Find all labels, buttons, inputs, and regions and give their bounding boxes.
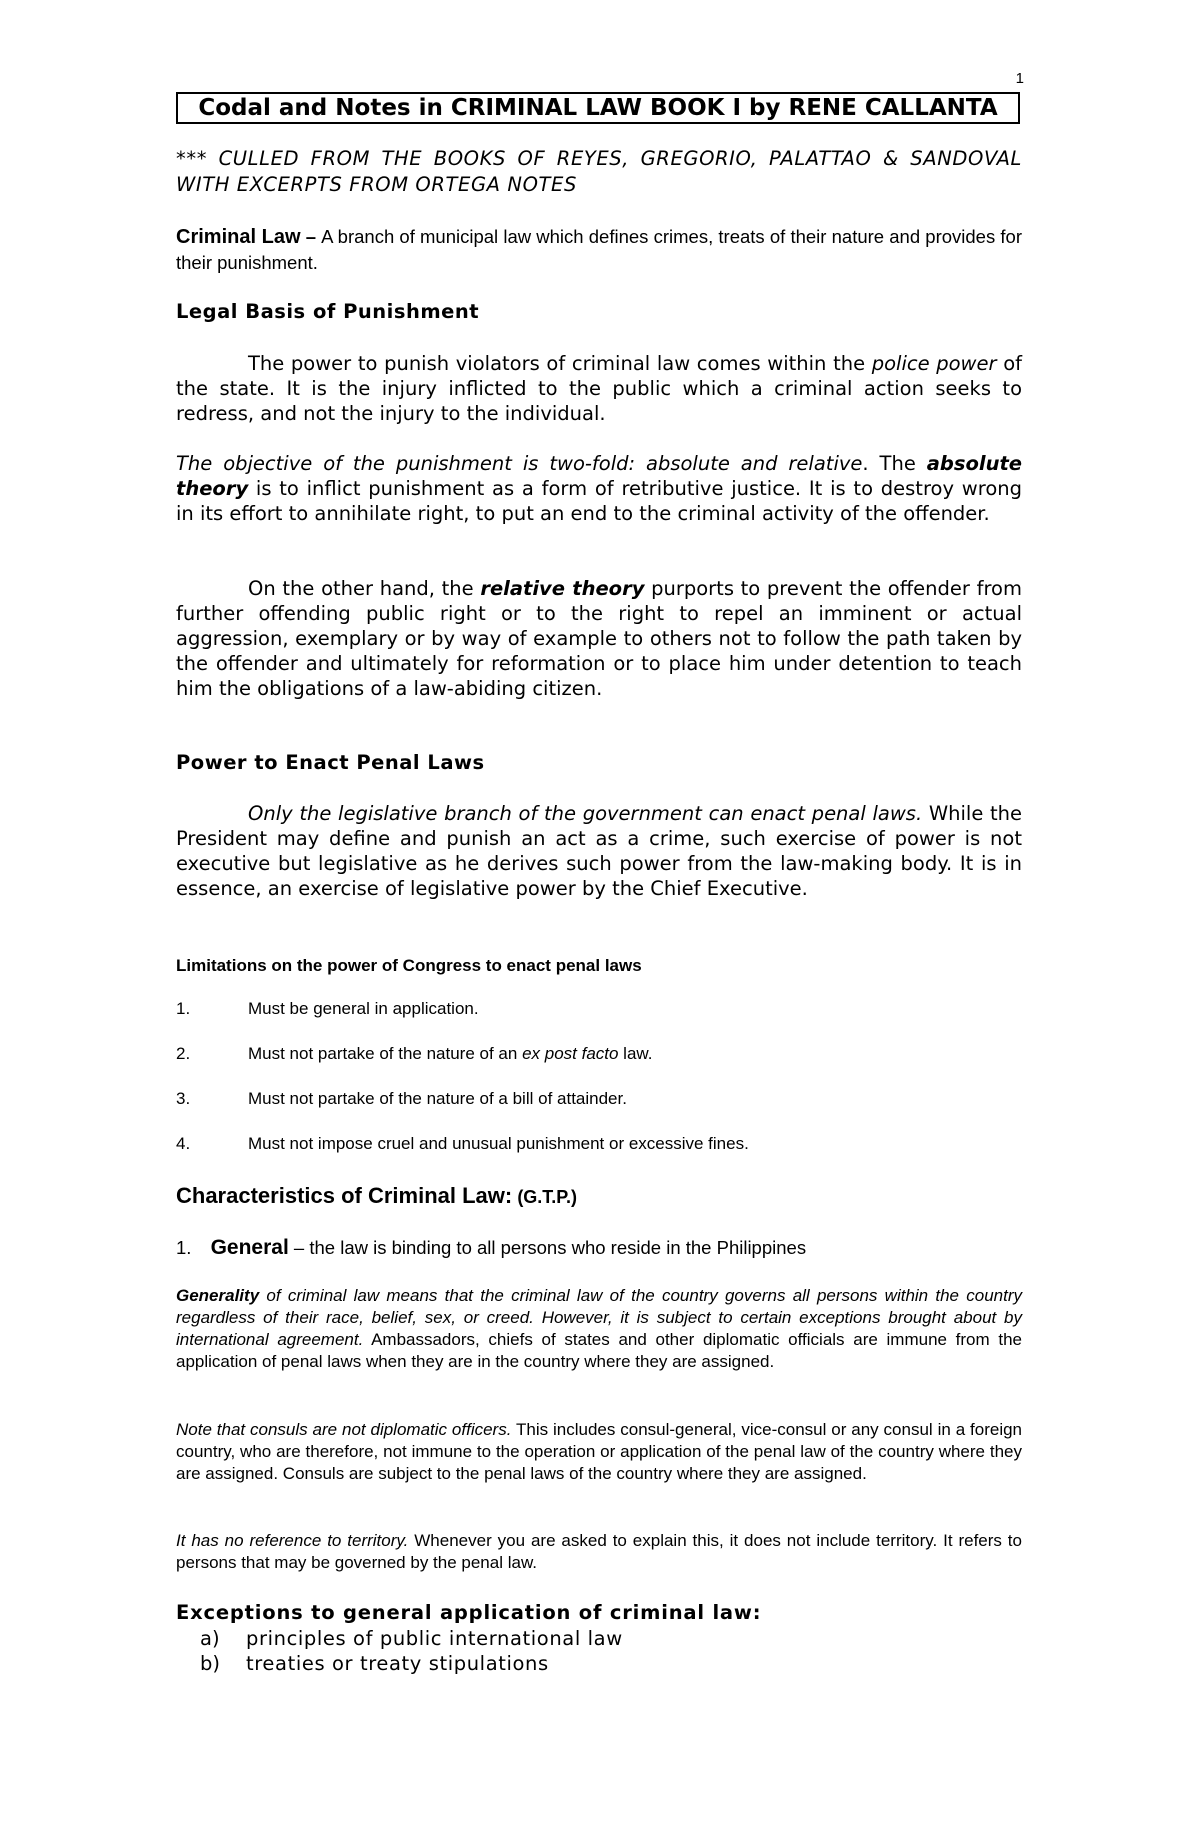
document-page [176, 0, 1024, 1835]
generality-term: Generality [176, 1286, 260, 1305]
characteristics-heading-text: Characteristics of Criminal Law: [176, 1183, 513, 1208]
culled-note: *** CULLED FROM THE BOOKS OF REYES, GREGORIO, PALATTAO & SANDOVAL WITH EXCERPTS FROM ORTEGA NOTES [176, 147, 1022, 196]
text-run: It has no reference to territory. [176, 1531, 409, 1550]
item-number: 2. [176, 1044, 191, 1063]
criminal-law-dash: – [300, 226, 322, 247]
text-run: On the other hand, the [248, 577, 481, 600]
item-text: Must not impose cruel and unusual punishment or excessive fines. [248, 1134, 749, 1153]
item-text: Must be general in application. [248, 999, 479, 1018]
text-run: Ambassadors, chiefs of states and other diplomatic officials are immune from the application of penal laws when they are in the country where they are assigned. [176, 1330, 1022, 1371]
characteristics-heading [176, 1183, 1022, 1209]
power-to-enact-paragraph [176, 801, 1022, 901]
item-label: b) [200, 1652, 220, 1675]
exception-item [176, 1651, 1022, 1676]
exception-item [176, 1626, 1022, 1651]
police-power-term: police power [871, 352, 997, 375]
document-title: Codal and Notes in CRIMINAL LAW BOOK I by RENE CALLANTA [176, 92, 1020, 124]
limitation-item [176, 1043, 1022, 1065]
item-text: – the law is binding to all persons who reside in the Philippines [288, 1237, 807, 1258]
text-run: purports to prevent the offender from further offending public right or to the right to repel an imminent or actual aggression, exemplary or by way of example to others not to follow the path taken by the offender and ultimately for reformation or to place him under detention to teach him the obligations of a law-abiding citizen. [176, 577, 1022, 700]
text-run: . The [862, 452, 927, 475]
page-number: 1 [1015, 70, 1024, 87]
legislative-branch-text: Only the legislative branch of the government can enact penal laws. [248, 802, 923, 825]
item-number: 1. [176, 999, 191, 1018]
text-run: The power to punish violators of criminal law comes within the [248, 352, 872, 375]
general-term: General [210, 1236, 289, 1259]
legal-basis-paragraph-2 [176, 451, 1022, 526]
power-to-enact-heading: Power to Enact Penal Laws [176, 751, 485, 774]
item-label: a) [200, 1627, 220, 1650]
generality-paragraph [176, 1285, 1022, 1373]
criminal-law-definition [176, 224, 1022, 275]
item-text: principles of public international law [246, 1627, 623, 1650]
characteristic-item-general [176, 1235, 1022, 1261]
item-text: treaties or treaty stipulations [246, 1652, 549, 1675]
item-number: 4. [176, 1134, 191, 1153]
characteristics-heading-suffix: (G.T.P.) [517, 1187, 577, 1207]
limitation-item [176, 1088, 1022, 1110]
exceptions-heading: Exceptions to general application of criminal law: [176, 1601, 762, 1624]
text-run: Whenever you are asked to explain this, it does not include territory. It refers to persons that may be governed by the penal law. [176, 1531, 1022, 1572]
territory-paragraph [176, 1530, 1022, 1574]
text-run: Must not partake of the nature of an [248, 1044, 523, 1063]
text-run: law. [618, 1044, 653, 1063]
text-run: Note that consuls are not diplomatic officers. [176, 1420, 512, 1439]
legal-basis-heading: Legal Basis of Punishment [176, 300, 480, 323]
relative-theory-term: relative theory [480, 577, 645, 600]
item-text [248, 1043, 652, 1065]
limitations-heading: Limitations on the power of Congress to enact penal laws [176, 956, 642, 975]
item-text: Must not partake of the nature of a bill of attainder. [248, 1089, 627, 1108]
absolute-theory-term: absolute theory [176, 452, 1022, 500]
criminal-law-definition-text: A branch of municipal law which defines crimes, treats of their nature and provides for their punishment. [176, 226, 1022, 273]
text-run: While the President may define and punish an act as a crime, such exercise of power is not executive but legislative as he derives such power from the law-making body. It is in essence, an exercise of legislative power by the Chief Executive. [176, 802, 1023, 900]
text-run: is to inflict punishment as a form of retributive justice. It is to destroy wrong in its effort to annihilate right, to put an end to the criminal activity of the offender. [176, 477, 1022, 525]
legal-basis-paragraph-1 [176, 351, 1022, 426]
item-number: 1. [176, 1237, 192, 1258]
text-run: of criminal law means that the criminal law of the country governs all persons within the country regardless of their race, belief, sex, or creed. However, it is subject to certain exceptions brought about by international agreement. [176, 1286, 1022, 1349]
limitation-item [176, 1133, 1022, 1155]
criminal-law-term: Criminal Law [176, 226, 301, 248]
text-run: This includes consul-general, vice-consul or any consul in a foreign country, who are therefore, not immune to the operation or application of the penal law of the country where they are assigned. Consuls are subject to the penal laws of the country where they are assigned. [176, 1420, 1023, 1483]
item-number: 3. [176, 1089, 191, 1108]
legal-basis-paragraph-3 [176, 576, 1022, 701]
objective-text: The objective of the punishment is two-fold: absolute and relative [176, 452, 863, 475]
limitation-item [176, 998, 1022, 1020]
text-run: of the state. It is the injury inflicted to the public which a criminal action seeks to redress, and not the injury to the individual. [176, 352, 1022, 425]
ex-post-facto-term: ex post facto [522, 1044, 619, 1063]
consuls-paragraph [176, 1419, 1022, 1485]
